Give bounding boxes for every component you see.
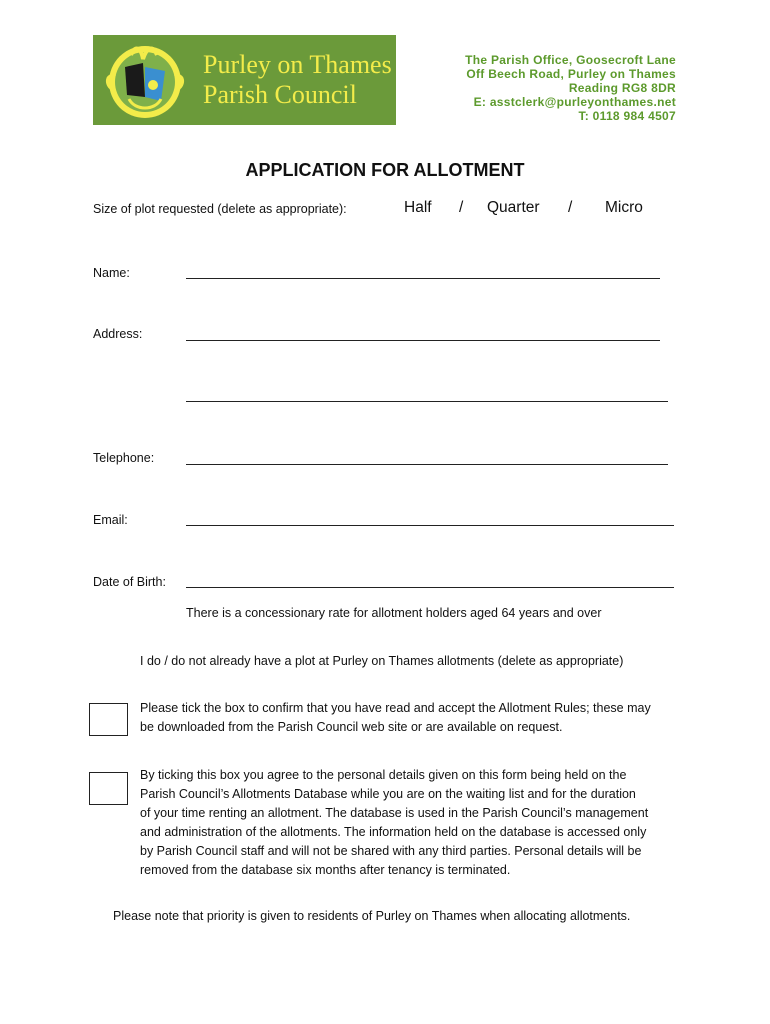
email-field[interactable] bbox=[186, 525, 674, 526]
address-line: Reading RG8 8DR bbox=[568, 81, 676, 95]
address-line: Off Beech Road, Purley on Thames bbox=[466, 67, 676, 81]
size-option-micro: Micro bbox=[605, 199, 643, 216]
address-phone: T: 0118 984 4507 bbox=[578, 109, 676, 123]
size-separator: / bbox=[568, 199, 573, 216]
existing-plot-statement: I do / do not already have a plot at Purley on Thames allotments (delete as appropriate) bbox=[140, 654, 624, 668]
address-line: The Parish Office, Goosecroft Lane bbox=[465, 53, 676, 67]
name-label: Name: bbox=[93, 266, 130, 280]
address-label: Address: bbox=[93, 327, 143, 341]
form-title: APPLICATION FOR ALLOTMENT bbox=[245, 160, 525, 180]
address-field-line1[interactable] bbox=[186, 340, 660, 341]
priority-note: Please note that priority is given to residents of Purley on Thames when allocating allotments. bbox=[113, 909, 631, 923]
address-field-line2[interactable] bbox=[186, 401, 668, 402]
telephone-label: Telephone: bbox=[93, 451, 155, 465]
consent-text-line: By ticking this box you agree to the personal details given on this form being held on the bbox=[140, 768, 627, 782]
size-separator: / bbox=[459, 199, 464, 216]
consent-text-line: of your time renting an allotment. The database is used in the Parish Council’s management bbox=[140, 806, 649, 820]
dob-label: Date of Birth: bbox=[93, 575, 166, 589]
consent-text-line: and administration of the allotments. The information held on the database is accessed only bbox=[140, 825, 647, 839]
concession-note: There is a concessionary rate for allotment holders aged 64 years and over bbox=[186, 606, 602, 620]
consent-text-line: removed from the database six months after tenancy is terminated. bbox=[140, 863, 511, 877]
telephone-field[interactable] bbox=[186, 464, 668, 465]
crest-icon bbox=[95, 37, 195, 123]
rules-text-line: be downloaded from the Parish Council web site or are available on request. bbox=[140, 720, 563, 734]
consent-text bbox=[140, 766, 648, 880]
office-address bbox=[465, 53, 676, 123]
consent-text-line: by Parish Council staff and will not be shared with any third parties. Personal details will be bbox=[140, 844, 642, 858]
logo-title-line1: Purley on Thames bbox=[203, 50, 392, 79]
logo-title-line2: Parish Council bbox=[203, 80, 357, 109]
address-email: E: asstclerk@purleyonthames.net bbox=[473, 95, 676, 109]
rules-checkbox[interactable] bbox=[89, 703, 128, 736]
plot-size-label: Size of plot requested (delete as appropriate): bbox=[93, 202, 347, 216]
consent-text-line: Parish Council’s Allotments Database while you are on the waiting list and for the duration bbox=[140, 787, 636, 801]
email-label: Email: bbox=[93, 513, 128, 527]
parish-council-logo bbox=[93, 35, 396, 125]
rules-text-line: Please tick the box to confirm that you have read and accept the Allotment Rules; these may bbox=[140, 701, 651, 715]
dob-field[interactable] bbox=[186, 587, 674, 588]
size-option-quarter: Quarter bbox=[487, 199, 540, 216]
name-field[interactable] bbox=[186, 278, 660, 279]
size-option-half: Half bbox=[404, 199, 432, 216]
rules-text bbox=[140, 699, 651, 737]
consent-checkbox[interactable] bbox=[89, 772, 128, 805]
